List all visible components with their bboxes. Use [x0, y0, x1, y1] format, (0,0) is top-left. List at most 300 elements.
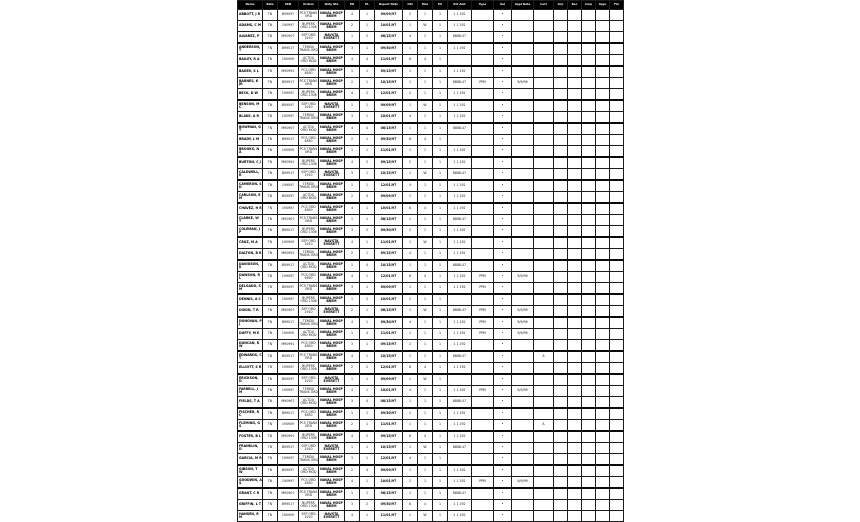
- table-cell: 4: [345, 10, 360, 21]
- table-cell: NAVAL HOSP BREM: [319, 340, 345, 352]
- table-cell: 190997: [278, 21, 299, 32]
- table-cell: 10/15/97: [375, 260, 403, 272]
- table-cell: [610, 340, 624, 352]
- table-cell: 1: [433, 488, 448, 500]
- table-row: [238, 454, 624, 466]
- table-cell: NAVAL HOSP BREM: [319, 215, 345, 226]
- table-cell: [610, 100, 624, 112]
- table-cell: 190997: [278, 477, 299, 489]
- table-cell: [582, 351, 596, 363]
- table-cell: [582, 32, 596, 44]
- table-cell: 4: [418, 135, 433, 146]
- table-cell: [554, 283, 568, 295]
- table-cell: [610, 283, 624, 295]
- table-cell: 1: [433, 260, 448, 272]
- table-cell: [568, 146, 582, 158]
- table-cell: W: [418, 21, 433, 32]
- table-cell: 1: [360, 203, 375, 215]
- table-cell: [554, 329, 568, 340]
- table-cell: 4: [345, 272, 360, 283]
- table-cell: 1: [403, 123, 418, 135]
- table-cell: 1: [360, 169, 375, 181]
- table-cell: 199097: [278, 363, 299, 375]
- table-cell: 9/9/99: [512, 317, 534, 329]
- table-cell: 4: [403, 32, 418, 44]
- table-cell: 2: [360, 32, 375, 44]
- table-cell: 1: [418, 397, 433, 409]
- table-cell: B09917: [278, 78, 299, 89]
- table-cell: 190997: [278, 294, 299, 306]
- table-cell: [534, 55, 554, 67]
- table-cell: •: [494, 169, 512, 181]
- table-cell: DELGADO, S M: [238, 283, 263, 295]
- table-row: [238, 203, 624, 215]
- table-cell: DUNCAN, R W: [238, 340, 263, 352]
- table-cell: [610, 123, 624, 135]
- table-cell: 08/15/97: [375, 306, 403, 318]
- table-cell: 190997: [278, 386, 299, 397]
- table-cell: 1: [433, 192, 448, 204]
- table-cell: [448, 135, 472, 146]
- table-cell: [534, 203, 554, 215]
- table-cell: M90907: [278, 32, 299, 44]
- table-cell: [596, 43, 610, 55]
- table-cell: 8888.47: [448, 443, 472, 454]
- table-cell: DAVIDSON, K: [238, 260, 263, 272]
- table-cell: •: [494, 226, 512, 238]
- table-cell: [534, 431, 554, 443]
- table-cell: 10/01/97: [375, 21, 403, 32]
- table-cell: [596, 226, 610, 238]
- table-cell: [582, 272, 596, 283]
- table-cell: TN: [263, 477, 278, 489]
- table-cell: 1: [418, 351, 433, 363]
- table-cell: [512, 511, 534, 522]
- table-cell: •: [494, 317, 512, 329]
- table-cell: [472, 169, 494, 181]
- table-cell: B09917: [278, 260, 299, 272]
- column-header: Cmp: [582, 1, 596, 10]
- table-cell: [582, 363, 596, 375]
- table-cell: [610, 272, 624, 283]
- table-cell: PPM: [472, 477, 494, 489]
- table-cell: ANDERSON, T: [238, 43, 263, 55]
- table-cell: [610, 408, 624, 420]
- table-cell: [534, 340, 554, 352]
- table-cell: NAVSTA EVERETT: [319, 306, 345, 318]
- table-cell: [596, 306, 610, 318]
- table-cell: 1: [433, 294, 448, 306]
- table-cell: [512, 397, 534, 409]
- table-row: [238, 408, 624, 420]
- table-cell: [568, 55, 582, 67]
- table-cell: [554, 397, 568, 409]
- table-cell: [554, 226, 568, 238]
- table-cell: 4: [360, 465, 375, 477]
- column-header: Obl: [403, 1, 418, 10]
- table-cell: •: [494, 294, 512, 306]
- table-row: [238, 135, 624, 146]
- table-cell: [534, 215, 554, 226]
- table-cell: 10/15/97: [375, 78, 403, 89]
- column-header: Report Date: [375, 1, 403, 10]
- table-cell: PPM: [472, 306, 494, 318]
- table-row: [238, 55, 624, 67]
- table-cell: W: [418, 237, 433, 249]
- table-cell: 1: [433, 100, 448, 112]
- table-cell: 4: [345, 157, 360, 169]
- table-cell: [610, 317, 624, 329]
- table-cell: [568, 192, 582, 204]
- table-cell: [534, 306, 554, 318]
- table-cell: [534, 408, 554, 420]
- table-cell: TEMDU TRANS ORD: [299, 43, 319, 55]
- table-cell: B09917: [278, 443, 299, 454]
- table-cell: 1: [345, 100, 360, 112]
- table-cell: •: [494, 78, 512, 89]
- table-cell: 190909: [278, 237, 299, 249]
- table-cell: [596, 454, 610, 466]
- table-row: [238, 351, 624, 363]
- table-cell: TN: [263, 317, 278, 329]
- table-cell: 8: [403, 135, 418, 146]
- table-cell: [610, 237, 624, 249]
- table-cell: [554, 55, 568, 67]
- table-cell: TN: [263, 431, 278, 443]
- table-cell: NAVSTA EVERETT: [319, 32, 345, 44]
- table-cell: 1: [403, 420, 418, 432]
- table-cell: 1: [433, 351, 448, 363]
- table-cell: [472, 443, 494, 454]
- table-cell: [554, 363, 568, 375]
- table-cell: PCS ORD 4650: [299, 477, 319, 489]
- table-cell: 1: [360, 386, 375, 397]
- table-cell: [472, 465, 494, 477]
- table-cell: 1 1 192: [448, 500, 472, 511]
- table-cell: 4: [418, 272, 433, 283]
- table-cell: 09/15/97: [375, 157, 403, 169]
- table-cell: 1: [403, 443, 418, 454]
- table-cell: TN: [263, 351, 278, 363]
- table-cell: [596, 283, 610, 295]
- table-cell: •: [494, 454, 512, 466]
- table-cell: EDWARDS, C T: [238, 351, 263, 363]
- table-cell: [596, 465, 610, 477]
- table-cell: •: [494, 488, 512, 500]
- table-cell: 1 1 192: [448, 465, 472, 477]
- column-header: Mos: [418, 1, 433, 10]
- table-cell: 190909: [278, 329, 299, 340]
- table-cell: [582, 215, 596, 226]
- table-cell: •: [494, 157, 512, 169]
- table-cell: TN: [263, 443, 278, 454]
- table-cell: 12/01/97: [375, 89, 403, 101]
- table-cell: [534, 169, 554, 181]
- table-cell: SEP ORD 1910: [299, 100, 319, 112]
- table-row: [238, 511, 624, 522]
- table-cell: 1: [360, 317, 375, 329]
- table-cell: PCS TRANS ORD: [299, 215, 319, 226]
- table-cell: 1 1 192: [448, 192, 472, 204]
- table-cell: [554, 123, 568, 135]
- table-cell: [512, 237, 534, 249]
- table-cell: [568, 272, 582, 283]
- table-cell: [568, 351, 582, 363]
- table-cell: 1: [418, 146, 433, 158]
- roster-grid: [237, 0, 624, 522]
- table-cell: PCS TRANS ORD: [299, 488, 319, 500]
- column-header: PL: [360, 1, 375, 10]
- table-cell: 12/01/97: [375, 272, 403, 283]
- table-cell: PCS TRANS ORD: [299, 78, 319, 89]
- table-cell: NAVSTA EVERETT: [319, 237, 345, 249]
- table-cell: TEMDU TRANS ORD: [299, 454, 319, 466]
- table-cell: [472, 10, 494, 21]
- table-cell: 1: [360, 420, 375, 432]
- table-cell: 1: [433, 420, 448, 432]
- table-cell: 1 1 192: [448, 363, 472, 375]
- table-cell: NAVAL HOSP BREM: [319, 78, 345, 89]
- table-cell: 1: [433, 123, 448, 135]
- table-cell: 11/01/97: [375, 55, 403, 67]
- table-cell: BENSON, M C: [238, 100, 263, 112]
- table-cell: [534, 249, 554, 261]
- column-header: Sel: [494, 1, 512, 10]
- table-cell: •: [494, 215, 512, 226]
- table-cell: 09/09/97: [375, 374, 403, 386]
- table-cell: [610, 55, 624, 67]
- table-cell: 1: [433, 169, 448, 181]
- table-cell: [610, 329, 624, 340]
- table-cell: [472, 180, 494, 192]
- table-cell: [582, 180, 596, 192]
- table-cell: [568, 329, 582, 340]
- table-cell: [512, 249, 534, 261]
- table-cell: [568, 511, 582, 522]
- table-row: [238, 78, 624, 89]
- table-cell: 1: [433, 43, 448, 55]
- table-cell: 4: [418, 203, 433, 215]
- table-cell: TN: [263, 408, 278, 420]
- table-cell: 1: [345, 329, 360, 340]
- table-cell: [512, 21, 534, 32]
- table-cell: 08/15/97: [375, 488, 403, 500]
- table-cell: [472, 157, 494, 169]
- table-cell: NAVAL HOSP BREM: [319, 192, 345, 204]
- table-cell: [596, 203, 610, 215]
- table-cell: BUPERS ORD 1306: [299, 21, 319, 32]
- table-cell: TN: [263, 363, 278, 375]
- table-cell: [512, 123, 534, 135]
- table-cell: [568, 215, 582, 226]
- table-cell: 09/30/97: [375, 43, 403, 55]
- table-cell: 1 1 192: [448, 386, 472, 397]
- table-cell: 2: [345, 420, 360, 432]
- table-cell: DUFFY, M E: [238, 329, 263, 340]
- table-cell: [568, 340, 582, 352]
- table-cell: 1: [433, 477, 448, 489]
- table-cell: NAVAL HOSP BREM: [319, 420, 345, 432]
- table-cell: [512, 226, 534, 238]
- table-cell: B99017: [278, 500, 299, 511]
- table-cell: •: [494, 135, 512, 146]
- table-cell: 08/15/97: [375, 397, 403, 409]
- table-cell: [596, 477, 610, 489]
- table-cell: 1: [418, 157, 433, 169]
- table-cell: DALTON, B R: [238, 249, 263, 261]
- table-cell: [610, 43, 624, 55]
- table-cell: [472, 249, 494, 261]
- table-cell: [554, 249, 568, 261]
- table-row: [238, 317, 624, 329]
- table-cell: 190997: [278, 203, 299, 215]
- table-cell: 1 1 192: [448, 146, 472, 158]
- table-cell: 09/15/97: [375, 66, 403, 78]
- table-cell: [582, 260, 596, 272]
- table-cell: [472, 511, 494, 522]
- table-cell: [472, 397, 494, 409]
- table-cell: 1 1 192: [448, 431, 472, 443]
- table-cell: 09/30/97: [375, 135, 403, 146]
- table-cell: [472, 488, 494, 500]
- table-cell: 1: [433, 89, 448, 101]
- table-cell: [512, 112, 534, 124]
- table-cell: [582, 89, 596, 101]
- table-cell: B09097: [278, 374, 299, 386]
- table-cell: 10/01/97: [375, 294, 403, 306]
- column-header: Duty Sta: [319, 1, 345, 10]
- table-cell: [512, 431, 534, 443]
- table-cell: PCS ORD 4650: [299, 66, 319, 78]
- table-row: [238, 169, 624, 181]
- table-cell: BOWMAN, G T: [238, 123, 263, 135]
- table-cell: B09097: [278, 283, 299, 295]
- table-cell: 1: [403, 511, 418, 522]
- table-cell: TEMDU TRANS ORD: [299, 180, 319, 192]
- table-cell: [512, 10, 534, 21]
- column-header: SSN: [278, 1, 299, 10]
- table-header: [238, 1, 624, 10]
- table-cell: [568, 488, 582, 500]
- column-header: Fin: [610, 1, 624, 10]
- table-cell: •: [494, 21, 512, 32]
- table-cell: NAVAL HOSP BREM: [319, 157, 345, 169]
- table-row: [238, 272, 624, 283]
- table-cell: 1: [360, 78, 375, 89]
- table-cell: [610, 386, 624, 397]
- table-cell: SEP ORD 1910: [299, 511, 319, 522]
- table-cell: TN: [263, 10, 278, 21]
- table-cell: 1: [345, 146, 360, 158]
- table-cell: [534, 123, 554, 135]
- table-cell: BROOKS, N A: [238, 146, 263, 158]
- table-cell: [596, 351, 610, 363]
- table-cell: PCS ORD 4650: [299, 272, 319, 283]
- table-cell: [610, 146, 624, 158]
- table-cell: •: [494, 10, 512, 21]
- table-cell: •: [494, 146, 512, 158]
- table-cell: [568, 260, 582, 272]
- table-cell: 4: [345, 203, 360, 215]
- table-cell: •: [494, 123, 512, 135]
- table-cell: [582, 477, 596, 489]
- table-cell: •: [494, 272, 512, 283]
- table-cell: 09/15/97: [375, 340, 403, 352]
- table-cell: [582, 43, 596, 55]
- table-cell: [582, 386, 596, 397]
- table-cell: 1: [360, 10, 375, 21]
- table-cell: 1: [403, 351, 418, 363]
- table-cell: [568, 306, 582, 318]
- table-cell: [582, 66, 596, 78]
- table-cell: B99017: [278, 43, 299, 55]
- table-cell: [554, 192, 568, 204]
- table-cell: 1 1 192: [448, 272, 472, 283]
- table-cell: 12/01/97: [375, 363, 403, 375]
- table-cell: 1: [418, 454, 433, 466]
- table-cell: [568, 283, 582, 295]
- table-cell: [582, 192, 596, 204]
- table-cell: 1: [360, 340, 375, 352]
- column-header: Grp: [554, 1, 568, 10]
- table-cell: 1: [403, 215, 418, 226]
- table-cell: [582, 10, 596, 21]
- table-cell: 1: [403, 488, 418, 500]
- table-cell: TN: [263, 294, 278, 306]
- table-cell: GIBSON, T W: [238, 465, 263, 477]
- table-cell: NAVAL HOSP BREM: [319, 408, 345, 420]
- table-cell: 2: [360, 157, 375, 169]
- table-cell: 4: [345, 237, 360, 249]
- table-cell: DENNIS, A C: [238, 294, 263, 306]
- table-cell: 1: [433, 237, 448, 249]
- table-row: [238, 306, 624, 318]
- table-cell: [596, 431, 610, 443]
- table-cell: [596, 66, 610, 78]
- table-cell: [582, 511, 596, 522]
- table-cell: [568, 89, 582, 101]
- table-cell: 8888.47: [448, 351, 472, 363]
- table-cell: B09097: [278, 192, 299, 204]
- table-cell: FOSTER, B L: [238, 431, 263, 443]
- table-cell: 199097: [278, 89, 299, 101]
- table-cell: [554, 454, 568, 466]
- table-cell: 1: [418, 488, 433, 500]
- table-cell: 1: [433, 272, 448, 283]
- table-cell: TN: [263, 21, 278, 32]
- table-cell: 11/01/97: [375, 237, 403, 249]
- table-cell: [472, 351, 494, 363]
- table-cell: M90907: [278, 123, 299, 135]
- table-cell: 2: [403, 294, 418, 306]
- table-cell: •: [494, 32, 512, 44]
- table-cell: 10/01/97: [375, 203, 403, 215]
- table-cell: •: [494, 363, 512, 375]
- table-cell: 1: [418, 317, 433, 329]
- table-row: [238, 10, 624, 21]
- table-cell: [554, 157, 568, 169]
- table-cell: TN: [263, 169, 278, 181]
- table-cell: [512, 363, 534, 375]
- table-cell: 1 1 192: [448, 157, 472, 169]
- table-cell: [534, 78, 554, 89]
- table-cell: 8888.47: [448, 169, 472, 181]
- table-cell: ACTDU ORD MOD: [299, 329, 319, 340]
- table-row: [238, 329, 624, 340]
- table-cell: [568, 123, 582, 135]
- table-cell: [512, 55, 534, 67]
- table-cell: [610, 431, 624, 443]
